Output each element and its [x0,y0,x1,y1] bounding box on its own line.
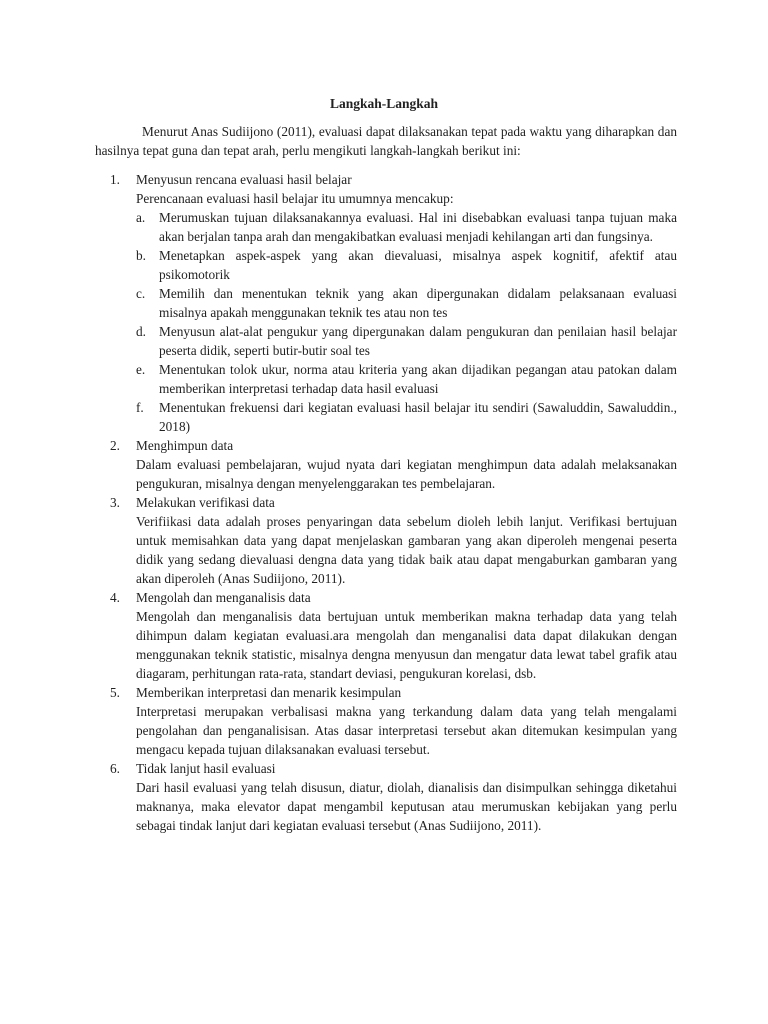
sub-item-text: Memilih dan menentukan teknik yang akan dipergunakan didalam pelaksanaan evaluasi misalnya apakah menggunakan teknik tes atau non tes [159,286,677,320]
sub-list-item [136,398,677,436]
step-heading: Melakukan verifikasi data [136,495,275,510]
step-description: Dari hasil evaluasi yang telah disusun, diatur, diolah, dianalisis dan disimpulkan sehingga diketahui maknanya, maka elevator dapat mengambil keputusan atau merumuskan kebijakan yang perlu sebagai tindak lanjut dari kegiatan evaluasi tersebut (Anas Sudiijono, 2011). [136,780,677,833]
step-description: Interpretasi merupakan verbalisasi makna yang terkandung dalam data yang telah mengalami pengolahan dan penganalisisan. Atas dasar interpretasi tersebut akan ditemukan kesimpulan yang mengacu kepada tujuan dilaksanakan evaluasi tersebut. [136,704,677,757]
step-heading: Menyusun rencana evaluasi hasil belajar [136,172,352,187]
steps-list [110,170,677,835]
step-number: 5. [110,685,120,700]
sub-item-letter: d. [136,324,146,339]
step-number: 3. [110,495,120,510]
intro-paragraph: Menurut Anas Sudiijono (2011), evaluasi dapat dilaksanakan tepat pada waktu yang diharapkan dan hasilnya tepat guna dan tepat arah, perlu mengikuti langkah-langkah berikut ini: [95,124,677,158]
sub-item-letter: c. [136,286,146,301]
sub-item-text: Menyusun alat-alat pengukur yang dipergunakan dalam pengukuran dan penilaian hasil belajar peserta didik, seperti butir-butir soal tes [159,324,677,358]
step-number: 2. [110,438,120,453]
sub-list-item [136,322,677,360]
sub-list-item [136,208,677,246]
sub-item-letter: e. [136,362,146,377]
list-item [110,588,677,683]
list-item [110,170,677,436]
sub-item-letter: a. [136,210,146,225]
sub-item-letter: f. [136,400,144,415]
sub-list [136,208,677,436]
step-description: Mengolah dan menganalisis data bertujuan untuk memberikan makna terhadap data yang telah dihimpun dalam kegiatan evaluasi.ara mengolah dan menganalisi data dapat dilakukan dengan menggunakan teknik statistic, misalnya dengna menyusun dan mengatur data lewat tabel grafik atau diagaram, perhitungan rata-rata, standart deviasi, pengukuran korelasi, dsb. [136,609,677,681]
step-description: Verifiikasi data adalah proses penyaringan data sebelum dioleh lebih lanjut. Verifikasi bertujuan untuk memisahkan data yang dapat menjelaskan gambaran yang akan diperoleh mengenai peserta didik yang sedang dievaluasi dengna data yang tidak baik atau dapat mengaburkan gambaran yang akan diperoleh (Anas Sudiijono, 2011). [136,514,677,586]
sub-list-item [136,360,677,398]
step-description: Dalam evaluasi pembelajaran, wujud nyata dari kegiatan menghimpun data adalah melaksanakan pengukuran, misalnya dengan menyelenggarakan tes pembelajaran. [136,457,677,491]
step-heading: Mengolah dan menganalisis data [136,590,311,605]
step-number: 4. [110,590,120,605]
step-number: 1. [110,172,120,187]
sub-item-text: Menentukan frekuensi dari kegiatan evaluasi hasil belajar itu sendiri (Sawaluddin, Sawaluddin., 2018) [159,400,677,434]
step-heading: Memberikan interpretasi dan menarik kesimpulan [136,685,402,700]
sub-list-item [136,246,677,284]
list-item [110,436,677,493]
list-item [110,759,677,835]
sub-list-item [136,284,677,322]
page-title: Langkah-Langkah [329,96,439,111]
step-heading: Tidak lanjut hasil evaluasi [136,761,276,776]
step-description: Perencanaan evaluasi hasil belajar itu umumnya mencakup: [136,191,454,206]
sub-item-letter: b. [136,248,146,263]
sub-item-text: Menentukan tolok ukur, norma atau kriteria yang akan dijadikan pegangan atau patokan dalam memberikan interpretasi terhadap data hasil evaluasi [159,362,677,396]
sub-item-text: Merumuskan tujuan dilaksanakannya evaluasi. Hal ini disebabkan evaluasi tanpa tujuan maka akan berjalan tanpa arah dan mengakibatkan evaluasi menjadi kehilangan arti dan fungsinya. [159,210,677,244]
list-item [110,493,677,588]
list-item [110,683,677,759]
step-number: 6. [110,761,120,776]
step-heading: Menghimpun data [136,438,234,453]
sub-item-text: Menetapkan aspek-aspek yang akan dievaluasi, misalnya aspek kognitif, afektif atau psikomotorik [159,248,677,282]
